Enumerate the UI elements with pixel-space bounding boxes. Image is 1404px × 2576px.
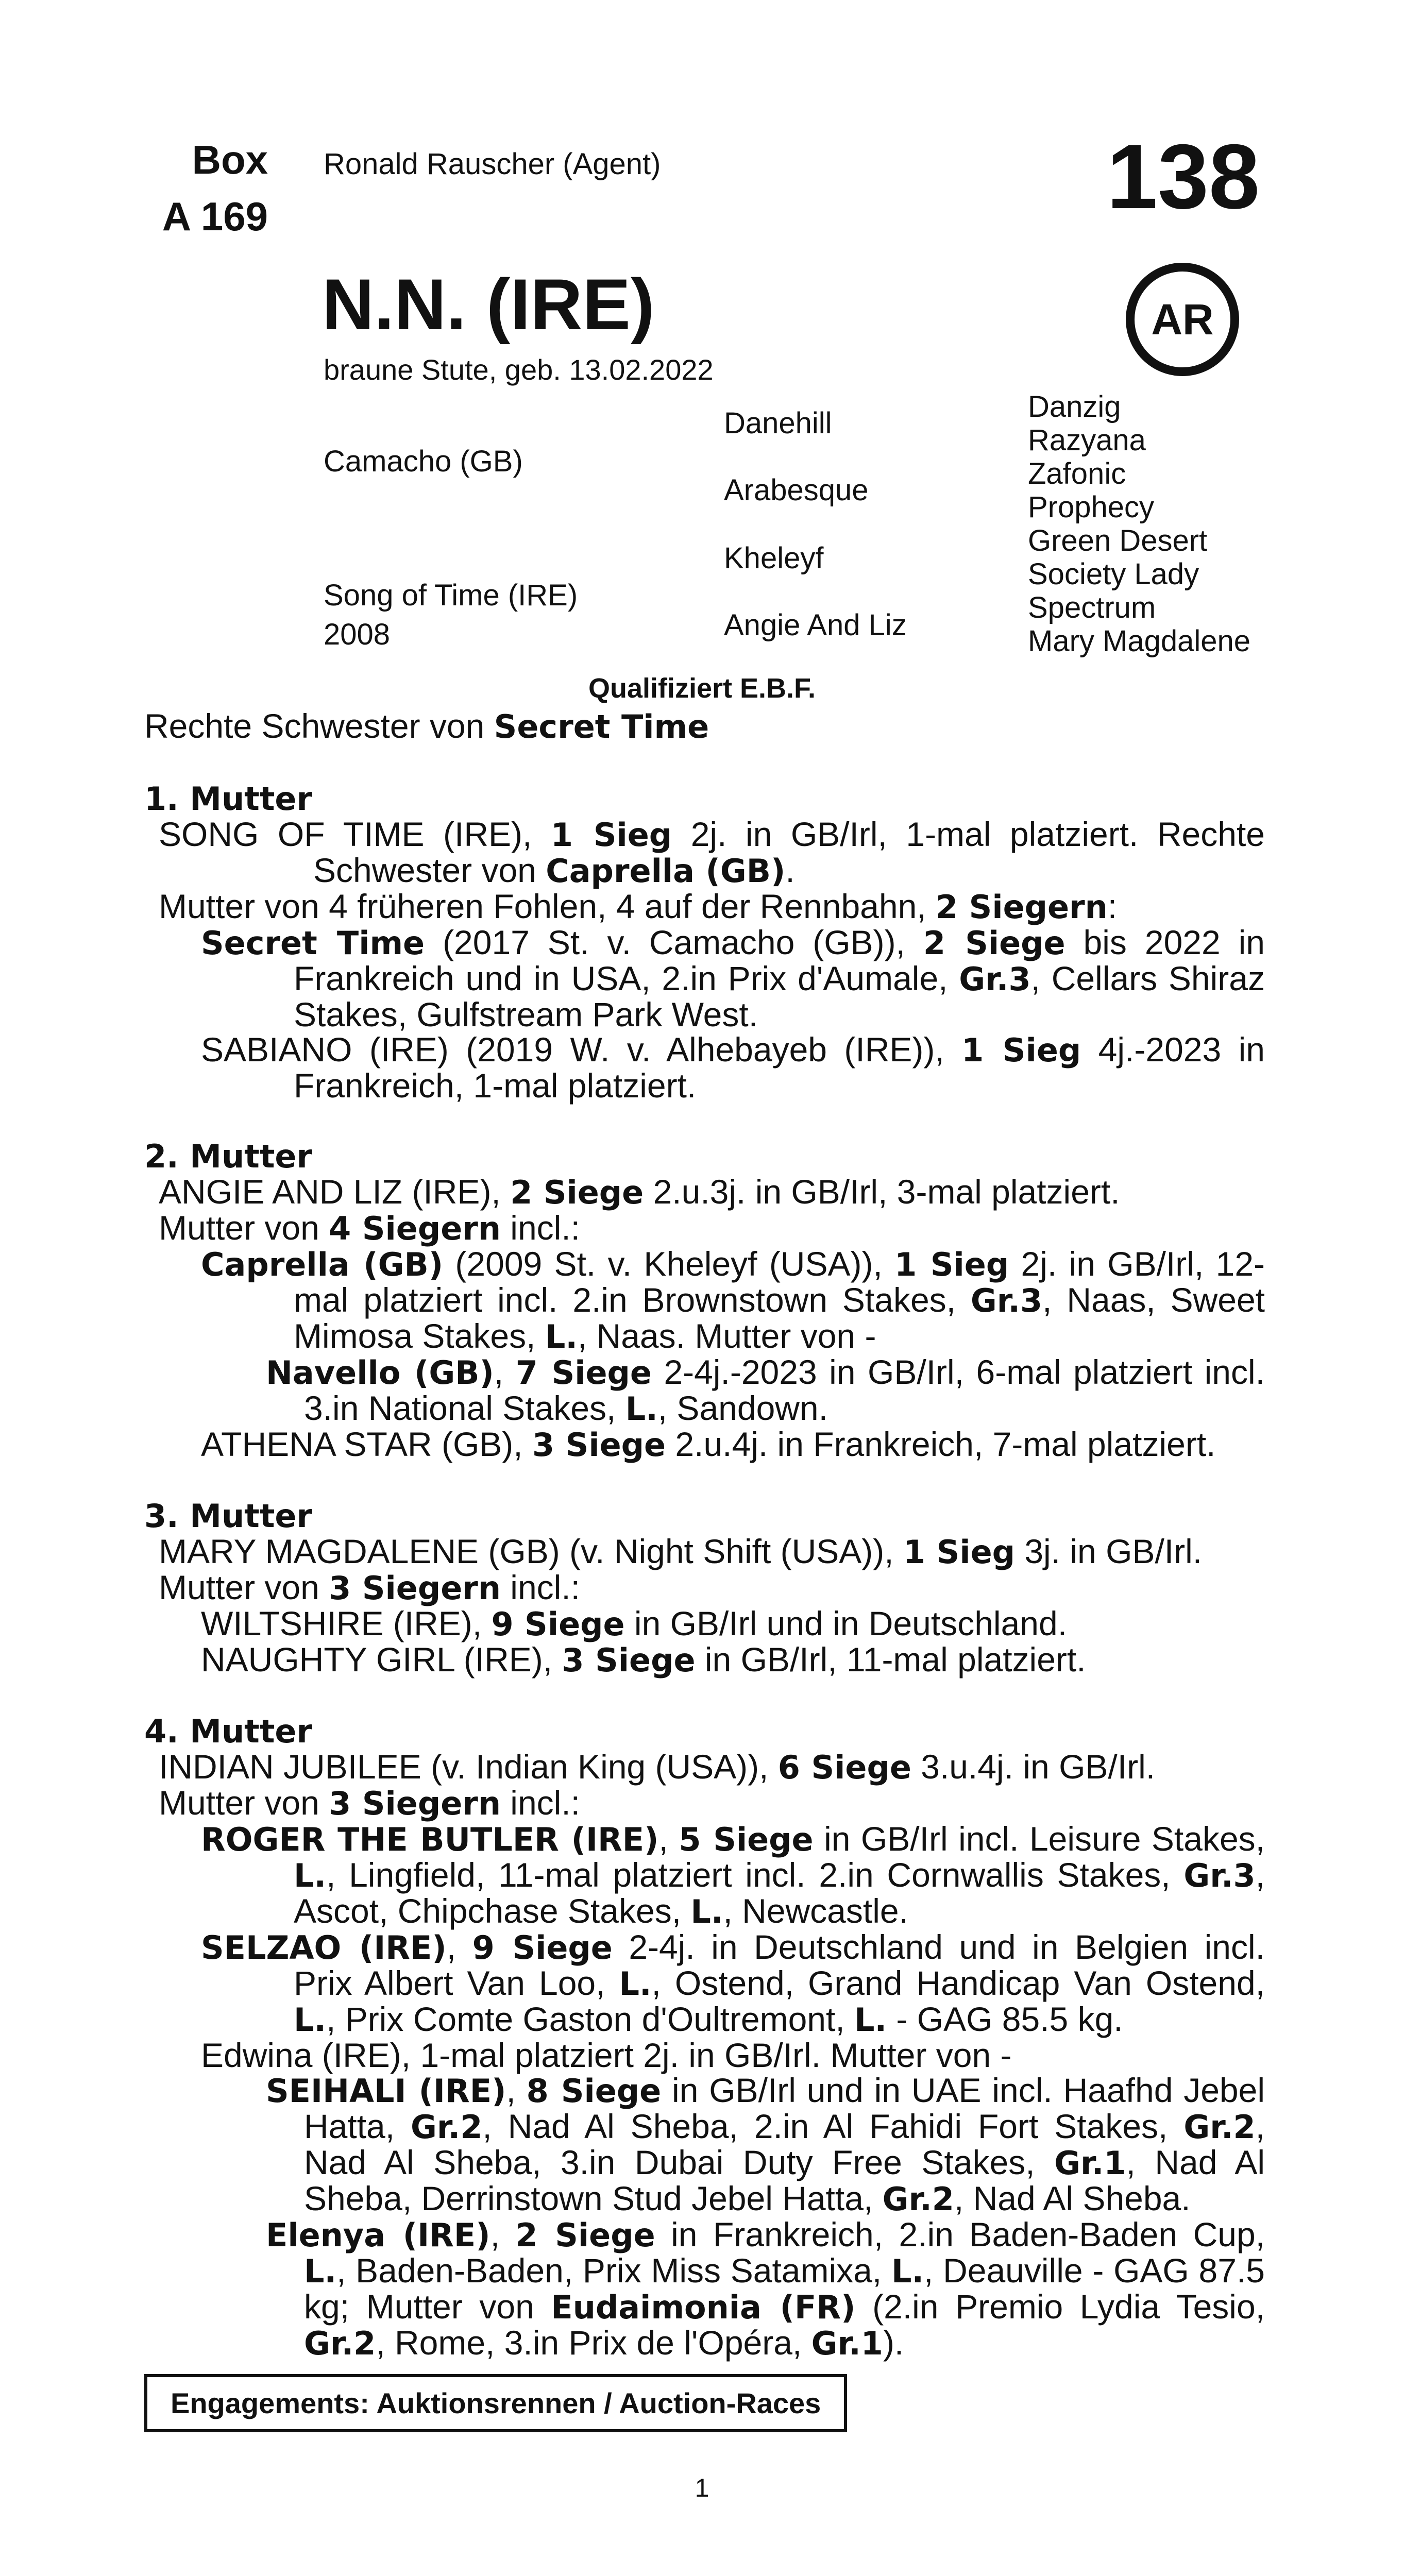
entry-text: 2-4j. in Deutschland und in Belgien incl. Prix Albert Van Loo, bbox=[294, 1928, 1265, 2002]
entry-text: , Baden-Baden, Prix Miss Satamixa, bbox=[336, 2251, 891, 2290]
box-number: A 169 bbox=[162, 194, 268, 239]
entry-text: , Nad Al Sheba. bbox=[954, 2179, 1191, 2217]
entry-text: , Rome, 3.in Prix de l'Opéra, bbox=[376, 2324, 811, 2362]
entry-text: Mutter von bbox=[159, 1784, 329, 1822]
family-entry bbox=[144, 1427, 1265, 1463]
pedigree-great-grandparent: Prophecy bbox=[1028, 490, 1155, 524]
family-entry bbox=[144, 1606, 1265, 1642]
entry-highlight: L. bbox=[690, 1893, 723, 1930]
entry-text: in GB/Irl und in Deutschland. bbox=[624, 1604, 1068, 1642]
family-entry bbox=[144, 889, 1265, 925]
entry-text: Mutter von bbox=[159, 1568, 329, 1606]
entry-highlight: Gr.3 bbox=[959, 960, 1031, 998]
entry-text: INDIAN JUBILEE (v. Indian King (USA)), bbox=[159, 1748, 778, 1786]
entry-highlight: Gr.2 bbox=[1183, 2108, 1256, 2146]
entry-highlight: L. bbox=[304, 2252, 337, 2290]
entry-highlight: 4 Siegern bbox=[329, 1210, 501, 1247]
entry-text: 2.u.3j. in GB/Irl, 3-mal platziert. bbox=[644, 1173, 1120, 1211]
entry-highlight: 3 Siege bbox=[532, 1426, 666, 1464]
family-entry bbox=[144, 1929, 1265, 2038]
pedigree-dam-year: 2008 bbox=[324, 618, 391, 651]
entry-text: 2j. in GB/Irl, 1-mal platziert. Rechte Schwester von bbox=[313, 815, 1265, 889]
family-entry bbox=[144, 817, 1265, 889]
entry-text: ATHENA STAR (GB), bbox=[201, 1425, 532, 1463]
entry-text: 2.u.4j. in Frankreich, 7-mal platziert. bbox=[666, 1425, 1216, 1463]
entry-highlight: L. bbox=[294, 2001, 327, 2039]
entry-text: , Ascot, Chipchase Stakes, bbox=[294, 1856, 1265, 1930]
entry-highlight: 3 Siegern bbox=[329, 1569, 501, 1607]
entry-highlight: 9 Siege bbox=[472, 1929, 613, 1967]
engagements-box bbox=[144, 2374, 847, 2432]
entry-text: , Newcastle. bbox=[723, 1892, 908, 1930]
entry-text: in GB/Irl, 11-mal platziert. bbox=[695, 1640, 1086, 1679]
entry-text: incl.: bbox=[500, 1784, 581, 1822]
entry-highlight: 1 Sieg bbox=[903, 1533, 1016, 1571]
pedigree-grandparent: Arabesque bbox=[724, 473, 869, 507]
entry-text: in Frankreich, 2.in Baden-Baden Cup, bbox=[655, 2215, 1265, 2253]
entry-highlight: Gr.3 bbox=[970, 1282, 1043, 1319]
entry-text: , Naas, Sweet Mimosa Stakes, bbox=[294, 1281, 1265, 1355]
pedigree-great-grandparent: Spectrum bbox=[1028, 591, 1156, 624]
entry-text: SONG OF TIME (IRE), bbox=[159, 815, 551, 853]
entry-highlight: L. bbox=[891, 2252, 924, 2290]
ar-badge-label: AR bbox=[1151, 295, 1214, 344]
family-entry bbox=[144, 1821, 1265, 1929]
family-entry bbox=[144, 1246, 1265, 1354]
entry-highlight: Gr.1 bbox=[1054, 2144, 1126, 2182]
pedigree-great-grandparent: Green Desert bbox=[1028, 524, 1208, 557]
entry-text: , Prix Comte Gaston d'Oultremont, bbox=[326, 2000, 855, 2038]
entry-text: NAUGHTY GIRL (IRE), bbox=[201, 1640, 562, 1679]
family-entry bbox=[144, 1354, 1265, 1427]
entry-highlight: SEIHALI (IRE) bbox=[266, 2072, 506, 2110]
pedigree-great-grandparent: Mary Magdalene bbox=[1028, 624, 1250, 658]
entry-highlight: Gr.2 bbox=[304, 2325, 376, 2362]
entry-highlight: Caprella (GB) bbox=[201, 1246, 444, 1283]
family-entry bbox=[144, 1749, 1265, 1785]
entry-highlight: Elenya (IRE) bbox=[266, 2216, 490, 2254]
entry-text: Mutter von 4 früheren Fohlen, 4 auf der Rennbahn, bbox=[159, 887, 936, 925]
family-entry bbox=[144, 2217, 1265, 2361]
entry-highlight: ROGER THE BUTLER (IRE) bbox=[201, 1821, 659, 1858]
entry-text: incl.: bbox=[500, 1209, 581, 1247]
entry-text: , Nad Al Sheba, Derrinstown Stud Jebel Hatta, bbox=[304, 2143, 1265, 2217]
dam-section bbox=[144, 1714, 1265, 2361]
entry-highlight: 1 Sieg bbox=[550, 816, 672, 854]
entry-highlight: 8 Siege bbox=[526, 2072, 662, 2110]
entry-text: Edwina (IRE), 1-mal platziert 2j. in GB/Irl. Mutter von - bbox=[201, 2036, 1012, 2074]
entry-text: in GB/Irl und in UAE incl. Haafhd Jebel Hatta, bbox=[304, 2071, 1265, 2145]
pedigree-great-grandparent: Razyana bbox=[1028, 423, 1146, 457]
entry-text: , Lingfield, 11-mal platziert incl. 2.in Cornwallis Stakes, bbox=[326, 1856, 1184, 1894]
family-entry bbox=[144, 1210, 1265, 1246]
family-entry bbox=[144, 1570, 1265, 1606]
entry-highlight: 6 Siege bbox=[777, 1749, 911, 1786]
agent-name: Ronald Rauscher (Agent) bbox=[324, 147, 661, 181]
entry-text: (2009 St. v. Kheleyf (USA)), bbox=[443, 1245, 895, 1283]
dam-section bbox=[144, 1499, 1265, 1678]
entry-highlight: 7 Siege bbox=[515, 1354, 652, 1392]
lot-number: 138 bbox=[1107, 125, 1260, 228]
family-entry bbox=[144, 2038, 1265, 2073]
entry-highlight: 2 Siegern bbox=[935, 888, 1108, 926]
entry-highlight: L. bbox=[545, 1318, 578, 1355]
entry-highlight: Gr.3 bbox=[1183, 1857, 1256, 1894]
entry-text: (2017 St. v. Camacho (GB)), bbox=[425, 923, 923, 961]
dam-section bbox=[144, 782, 1265, 1103]
pedigree-grandparent: Kheleyf bbox=[724, 541, 824, 575]
entry-text: 3.u.4j. in GB/Irl. bbox=[911, 1748, 1156, 1786]
entry-highlight: 2 Siege bbox=[510, 1174, 644, 1211]
entry-text: SABIANO (IRE) (2019 W. v. Alhebayeb (IRE)), bbox=[201, 1030, 962, 1069]
entry-highlight: 2 Siege bbox=[515, 2216, 655, 2254]
section-title: 3. Mutter bbox=[144, 1497, 313, 1535]
entry-text: 2j. in GB/Irl, 12-mal platziert incl. 2.in Brownstown Stakes, bbox=[294, 1245, 1265, 1319]
ar-badge bbox=[1126, 263, 1239, 376]
entry-text: - GAG 85.5 kg. bbox=[887, 2000, 1123, 2038]
pedigree-great-grandparent: Society Lady bbox=[1028, 557, 1199, 591]
entry-text: , bbox=[446, 1928, 472, 1966]
entry-text: , Nad Al Sheba, 3.in Dubai Duty Free Stakes, bbox=[304, 2107, 1265, 2181]
family-entry bbox=[144, 1534, 1265, 1570]
entry-text: , bbox=[506, 2071, 527, 2109]
entry-text: MARY MAGDALENE (GB) (v. Night Shift (USA)), bbox=[159, 1532, 903, 1570]
entry-text: , Naas. Mutter von - bbox=[577, 1317, 876, 1355]
family-entry bbox=[144, 1642, 1265, 1678]
entry-text: , bbox=[658, 1820, 679, 1858]
entry-highlight: Gr.2 bbox=[411, 2108, 483, 2146]
pedigree-great-grandparent: Zafonic bbox=[1028, 457, 1126, 490]
engagements-label: Engagements: Auktionsrennen / Auction-Races bbox=[171, 2387, 821, 2419]
entry-highlight: 1 Sieg bbox=[961, 1031, 1081, 1069]
entry-highlight: 1 Sieg bbox=[894, 1246, 1009, 1283]
entry-text: Mutter von bbox=[159, 1209, 329, 1247]
entry-text: 2-4j.-2023 in GB/Irl, 6-mal platziert incl. 3.in National Stakes, bbox=[304, 1353, 1265, 1427]
entry-text: , Deauville - GAG 87.5 kg; Mutter von bbox=[304, 2251, 1265, 2326]
entry-text: incl.: bbox=[500, 1568, 581, 1606]
entry-text: , bbox=[494, 1353, 516, 1391]
family-entry bbox=[144, 1174, 1265, 1210]
entry-highlight: L. bbox=[854, 2001, 887, 2039]
box-label: Box bbox=[192, 137, 268, 182]
entry-text: , Cellars Shiraz Stakes, Gulfstream Park West. bbox=[294, 959, 1265, 1033]
entry-highlight: 2 Siege bbox=[923, 924, 1065, 962]
entry-text: in GB/Irl incl. Leisure Stakes, bbox=[813, 1820, 1265, 1858]
entry-highlight: 3 Siege bbox=[562, 1641, 696, 1679]
page-number: 1 bbox=[695, 2473, 709, 2502]
sibling-intro-name: Secret Time bbox=[494, 708, 709, 745]
pedigree-great-grandparent: Danzig bbox=[1028, 390, 1121, 423]
dam-section bbox=[144, 1139, 1265, 1463]
horse-description: braune Stute, geb. 13.02.2022 bbox=[324, 353, 714, 386]
entry-text: , Ostend, Grand Handicap Van Ostend, bbox=[651, 1964, 1265, 2002]
entry-highlight: Gr.2 bbox=[882, 2180, 954, 2218]
entry-text: ANGIE AND LIZ (IRE), bbox=[159, 1173, 511, 1211]
qualification: Qualifiziert E.B.F. bbox=[588, 673, 816, 704]
sibling-intro-text: Rechte Schwester von bbox=[144, 707, 494, 745]
pedigree-sire: Camacho (GB) bbox=[324, 445, 523, 478]
entry-text: ). bbox=[883, 2324, 904, 2362]
horse-name: N.N. (IRE) bbox=[322, 264, 655, 345]
entry-highlight: 9 Siege bbox=[491, 1605, 625, 1643]
entry-text: : bbox=[1107, 887, 1118, 925]
entry-text: , Sandown. bbox=[657, 1389, 828, 1427]
entry-highlight: 3 Siegern bbox=[329, 1785, 501, 1822]
family-entry bbox=[144, 925, 1265, 1032]
entry-text: bis 2022 in Frankreich und in USA, 2.in Prix d'Aumale, bbox=[294, 923, 1265, 997]
section-title: 4. Mutter bbox=[144, 1713, 313, 1750]
entry-highlight: Eudaimonia (FR) bbox=[551, 2289, 856, 2326]
entry-highlight: Caprella (GB) bbox=[546, 852, 786, 890]
entry-text: , Nad Al Sheba, 2.in Al Fahidi Fort Stakes, bbox=[482, 2107, 1184, 2145]
entry-highlight: Secret Time bbox=[201, 924, 425, 962]
entry-text: . bbox=[785, 851, 795, 889]
entry-highlight: Gr.1 bbox=[811, 2325, 883, 2362]
entry-highlight: L. bbox=[294, 1857, 327, 1894]
section-title: 2. Mutter bbox=[144, 1138, 313, 1175]
sibling-intro bbox=[144, 708, 1265, 744]
entry-text: WILTSHIRE (IRE), bbox=[201, 1604, 492, 1642]
family-record bbox=[144, 708, 1265, 2397]
entry-highlight: Navello (GB) bbox=[266, 1354, 494, 1392]
dam-sections bbox=[144, 782, 1265, 2361]
entry-highlight: 5 Siege bbox=[679, 1821, 814, 1858]
family-entry bbox=[144, 1032, 1265, 1103]
family-entry bbox=[144, 1785, 1265, 1821]
entry-text: 4j.-2023 in Frankreich, 1-mal platziert. bbox=[294, 1030, 1265, 1105]
entry-text: (2.in Premio Lydia Tesio, bbox=[855, 2287, 1265, 2326]
entry-highlight: SELZAO (IRE) bbox=[201, 1929, 447, 1967]
entry-text: , bbox=[490, 2215, 516, 2253]
section-title: 1. Mutter bbox=[144, 780, 313, 818]
entry-highlight: L. bbox=[625, 1390, 658, 1428]
entry-text: 3j. in GB/Irl. bbox=[1015, 1532, 1203, 1570]
entry-highlight: L. bbox=[619, 1965, 652, 2003]
pedigree-grandparent: Angie And Liz bbox=[724, 608, 907, 642]
pedigree-grandparent: Danehill bbox=[724, 406, 832, 440]
pedigree-dam: Song of Time (IRE) bbox=[324, 579, 578, 612]
family-entry bbox=[144, 2073, 1265, 2217]
